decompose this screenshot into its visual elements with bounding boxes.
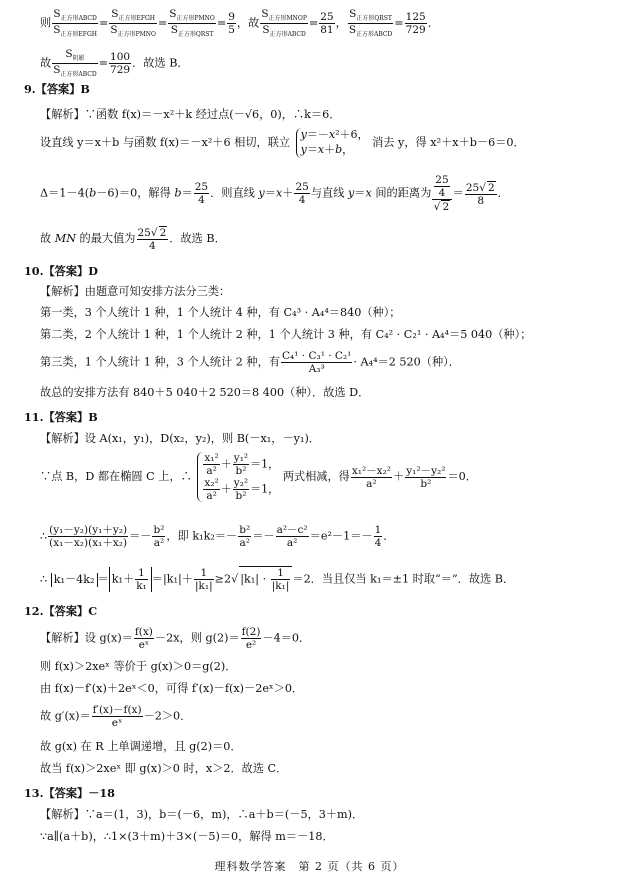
q13-analysis-1: 【解析】∵a＝(1，3)，b＝(－6，m)，∴a＋b＝(－5，3＋m)． — [40, 808, 364, 821]
q12-analysis-4: 故 g′(x)＝ $\frac{f'(x)-f(x)}{\text{eˣ}}$ －2＞0． — [40, 704, 192, 730]
q10-analysis-5: 故总的安排方法有 840＋5 040＋2 520＝8 400（种）．故选 D． — [40, 386, 370, 399]
q10-analysis-3: 第二类，2 个人统计 1 种，1 个人统计 2 种，1 个人统计 3 种，有 C₄² · C₂¹ · A₄⁴＝5 040（种）； — [40, 328, 532, 341]
q13-answer: 13.【答案】－18 — [24, 786, 115, 800]
q11-answer: 11.【答案】B — [24, 410, 98, 424]
q13-analysis-2: ∵a∥(a＋b)，∴1×(3＋m)＋3×(－5)＝0，解得 m＝－18． — [40, 830, 334, 843]
top-ratio-line: 则 $\frac{S_{正方形ABCD}}{S_{正方形EFGH}}$ = $\frac{S_{正方形EFGH}}{S_{正方形PMNO}}$ = $\frac{S_{正方形PMNO}}{S_{正方形QRST}}$ = $\frac{9}{5}$ ，故 $\frac{S_{正方形MNOP}}{S_{正方形ABCD}}$ = $\frac{25}{81}$ ， $\frac{S_{正方形QRST}}{S_{正方形ABCD}}$ = $\frac{125}{729}$ ． — [40, 8, 439, 39]
q12-answer: 12.【答案】C — [24, 604, 98, 618]
q9-analysis-2: 设直线 y＝x＋b 与函数 f(x)＝－x²＋6 相切，联立 y＝－x²＋6， y＝x＋b， 消去 y，得 x²＋x＋b－6＝0． — [40, 128, 525, 156]
q10-analysis-2: 第一类，3 个人统计 1 种，1 个人统计 4 种，有 C₄³ · A₄⁴＝840（种）； — [40, 306, 401, 319]
q11-analysis-2: ∵点 B，D 都在椭圆 C 上，∴ $\frac{\text{x₁²}}{\text{a²}}$ ＋ $\frac{\text{y₁²}}{\text{b²}}$ ＝1， $\frac{\text{x₂²}}{\text{a²}}$ ＋ $\frac{\text{y₂²}}{\text{b²}}$ ＝1， 两式相减，得 $\frac{\text{x₁²－x₂²}}{\text{a²}}$ ＋ $\frac{\text{y₁²－y₂²}}{\text{b²}}$ ＝0． — [40, 452, 477, 503]
q9-analysis-3: Δ＝1－4(b－6)＝0，解得 b＝ $\frac{25}{4}$ ．则直线 y＝x＋ $\frac{25}{4}$ 与直线 y＝x 间的距离为 $\frac{\frac{25}{4}}{√ 2}$ ＝ $\frac{25√ 2}{8}$ ． — [40, 174, 509, 214]
q9-analysis-4: 故 MN 的最大值为 $\frac{25√ 2}{4}$ ．故选 B． — [40, 227, 226, 253]
page-footer: 理科数学答案 第 2 页（共 6 页） — [214, 860, 405, 873]
q10-analysis-4: 第三类，1 个人统计 1 种，3 个人统计 2 种，有 $\frac{\text{C₄¹ · C₃¹ · C₂¹}}{\text{A₃³}}$ · A₄⁴＝2 520（种）． — [40, 350, 460, 376]
q11-analysis-4: ∴ k₁－4k₂ ＝ k₁＋ $\frac{1}{\text{k₁}}$ ＝|k₁|＋ $\frac{1}{\text{|k₁|}}$ ≥2√ |k₁| · $\frac{1}{\text{|k₁|}}$ ＝2．当且仅当 k₁＝±1 时取“＝”．故选 B． — [40, 567, 515, 593]
q12-analysis-5: 故 g(x) 在 R 上单调递增，且 g(2)＝0． — [40, 740, 242, 753]
q11-analysis-3: ∴ $\frac{\text{(y₁－y₂)(y₁＋y₂)}}{\text{(x₁－x₂)(x₁＋x₂)}}$ ＝－ $\frac{\text{b²}}{\text{a²}}$ ，即 k₁k₂＝－ $\frac{\text{b²}}{\text{a²}}$ ＝－ $\frac{\text{a²－c²}}{\text{a²}}$ ＝e²－1＝－ $\frac{1}{4}$ ． — [40, 524, 395, 550]
q12-analysis-2: 则 f(x)＞2xeˣ 等价于 g(x)＞0＝g(2)． — [40, 660, 237, 673]
q9-analysis-1: 【解析】∵函数 f(x)＝－x²＋k 经过点(－√6，0)，∴k＝6． — [40, 108, 341, 121]
q10-answer: 10.【答案】D — [24, 264, 98, 278]
q12-analysis-6: 故当 f(x)＞2xeˣ 即 g(x)＞0 时，x＞2．故选 C． — [40, 762, 288, 775]
q10-analysis-1: 【解析】由题意可知安排方法分三类： — [40, 285, 231, 298]
q9-answer: 9.【答案】B — [24, 82, 90, 96]
top-conclusion-line: 故 $\frac{S_{阴影}}{S_{正方形ABCD}}$ = $\frac{100}{729}$ ．故选 B． — [40, 48, 189, 79]
q11-analysis-1: 【解析】设 A(x₁，y₁)，D(x₂，y₂)，则 B(－x₁，－y₁)． — [40, 432, 320, 445]
q12-analysis-3: 由 f(x)－f′(x)＋2eˣ＜0，可得 f′(x)－f(x)－2eˣ＞0． — [40, 682, 304, 695]
q12-analysis-1: 【解析】设 g(x)＝ $\frac{f(x)}{\text{eˣ}}$ －2x，则 g(2)＝ $\frac{f(2)}{\text{e²}}$ －4＝0． — [40, 626, 311, 652]
